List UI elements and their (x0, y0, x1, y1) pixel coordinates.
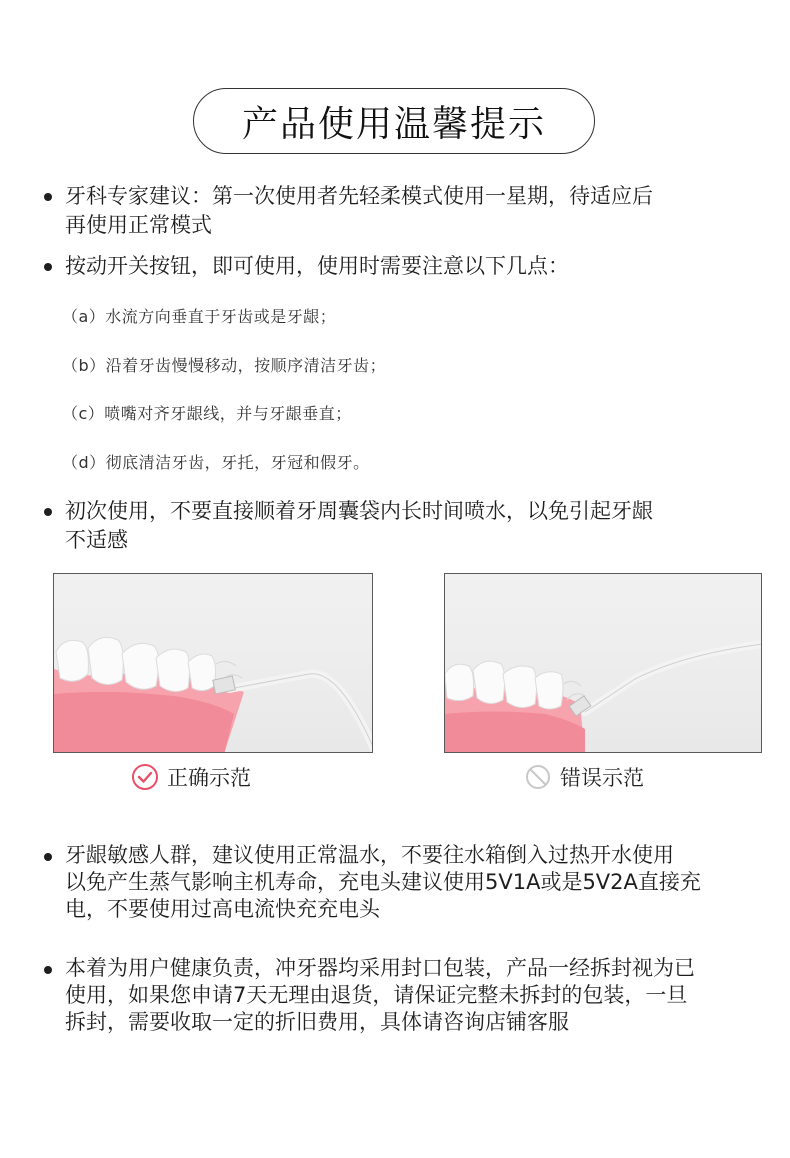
correct-caption-text: 正确示范 (167, 766, 251, 790)
sub-point-b: （b）沿着牙齿慢慢移动，按顺序清洁牙齿； (62, 356, 387, 375)
bullet-expert-advice (44, 182, 653, 240)
bullet-text-line: 按动开关按钮，即可使用，使用时需要注意以下几点： (65, 254, 569, 278)
bullet-dot (44, 193, 52, 201)
teeth-illustration (54, 574, 373, 753)
sub-point-a: （a）水流方向垂直于牙齿或是牙龈； (62, 307, 337, 326)
page-title: 产品使用温馨提示 (193, 88, 595, 154)
bullet-text-line: 初次使用，不要直接顺着牙周囊袋内长时间喷水，以免引起牙龈 (65, 499, 653, 523)
bullet-text-line: 牙龈敏感人群，建议使用正常温水，不要往水箱倒入过热开水使用 (65, 843, 674, 867)
correct-demo-image (53, 573, 373, 753)
bullet-text-line: 再使用正常模式 (65, 213, 212, 237)
teeth-illustration (445, 574, 762, 753)
correct-demo-caption (131, 763, 251, 791)
wrong-demo-image (444, 573, 762, 753)
bullet-text-line: 以免产生蒸气影响主机寿命，充电头建议使用5V1A或是5V2A直接充 (65, 870, 701, 894)
bullet-usage-notes (44, 252, 569, 281)
bullet-text-line: 使用，如果您申请7天无理由退货，请保证完整未拆封的包装，一旦 (65, 983, 688, 1007)
bullet-sensitive-gums (44, 842, 701, 923)
bullet-text-line: 电，不要使用过高电流快充充电头 (65, 897, 380, 921)
check-circle-icon (131, 763, 159, 791)
bullet-dot (44, 508, 52, 516)
wrong-caption-text: 错误示范 (560, 766, 644, 790)
sub-point-c: （c）喷嘴对齐牙龈线，并与牙龈垂直； (62, 404, 352, 423)
bullet-text-line: 牙科专家建议：第一次使用者先轻柔模式使用一星期，待适应后 (65, 184, 653, 208)
sub-point-d: （d）彻底清洁牙齿，牙托，牙冠和假牙。 (62, 453, 370, 472)
bullet-text-line: 不适感 (65, 528, 128, 552)
prohibited-icon (524, 763, 552, 791)
bullet-first-use (44, 497, 653, 555)
bullet-text-line: 本着为用户健康负责，冲牙器均采用封口包装，产品一经拆封视为已 (65, 956, 695, 980)
bullet-dot (44, 853, 52, 861)
bullet-text-line: 拆封，需要收取一定的折旧费用，具体请咨询店铺客服 (65, 1010, 569, 1034)
bullet-dot (44, 263, 52, 271)
wrong-demo-caption (524, 763, 644, 791)
bullet-dot (44, 966, 52, 974)
bullet-return-policy (44, 955, 695, 1036)
